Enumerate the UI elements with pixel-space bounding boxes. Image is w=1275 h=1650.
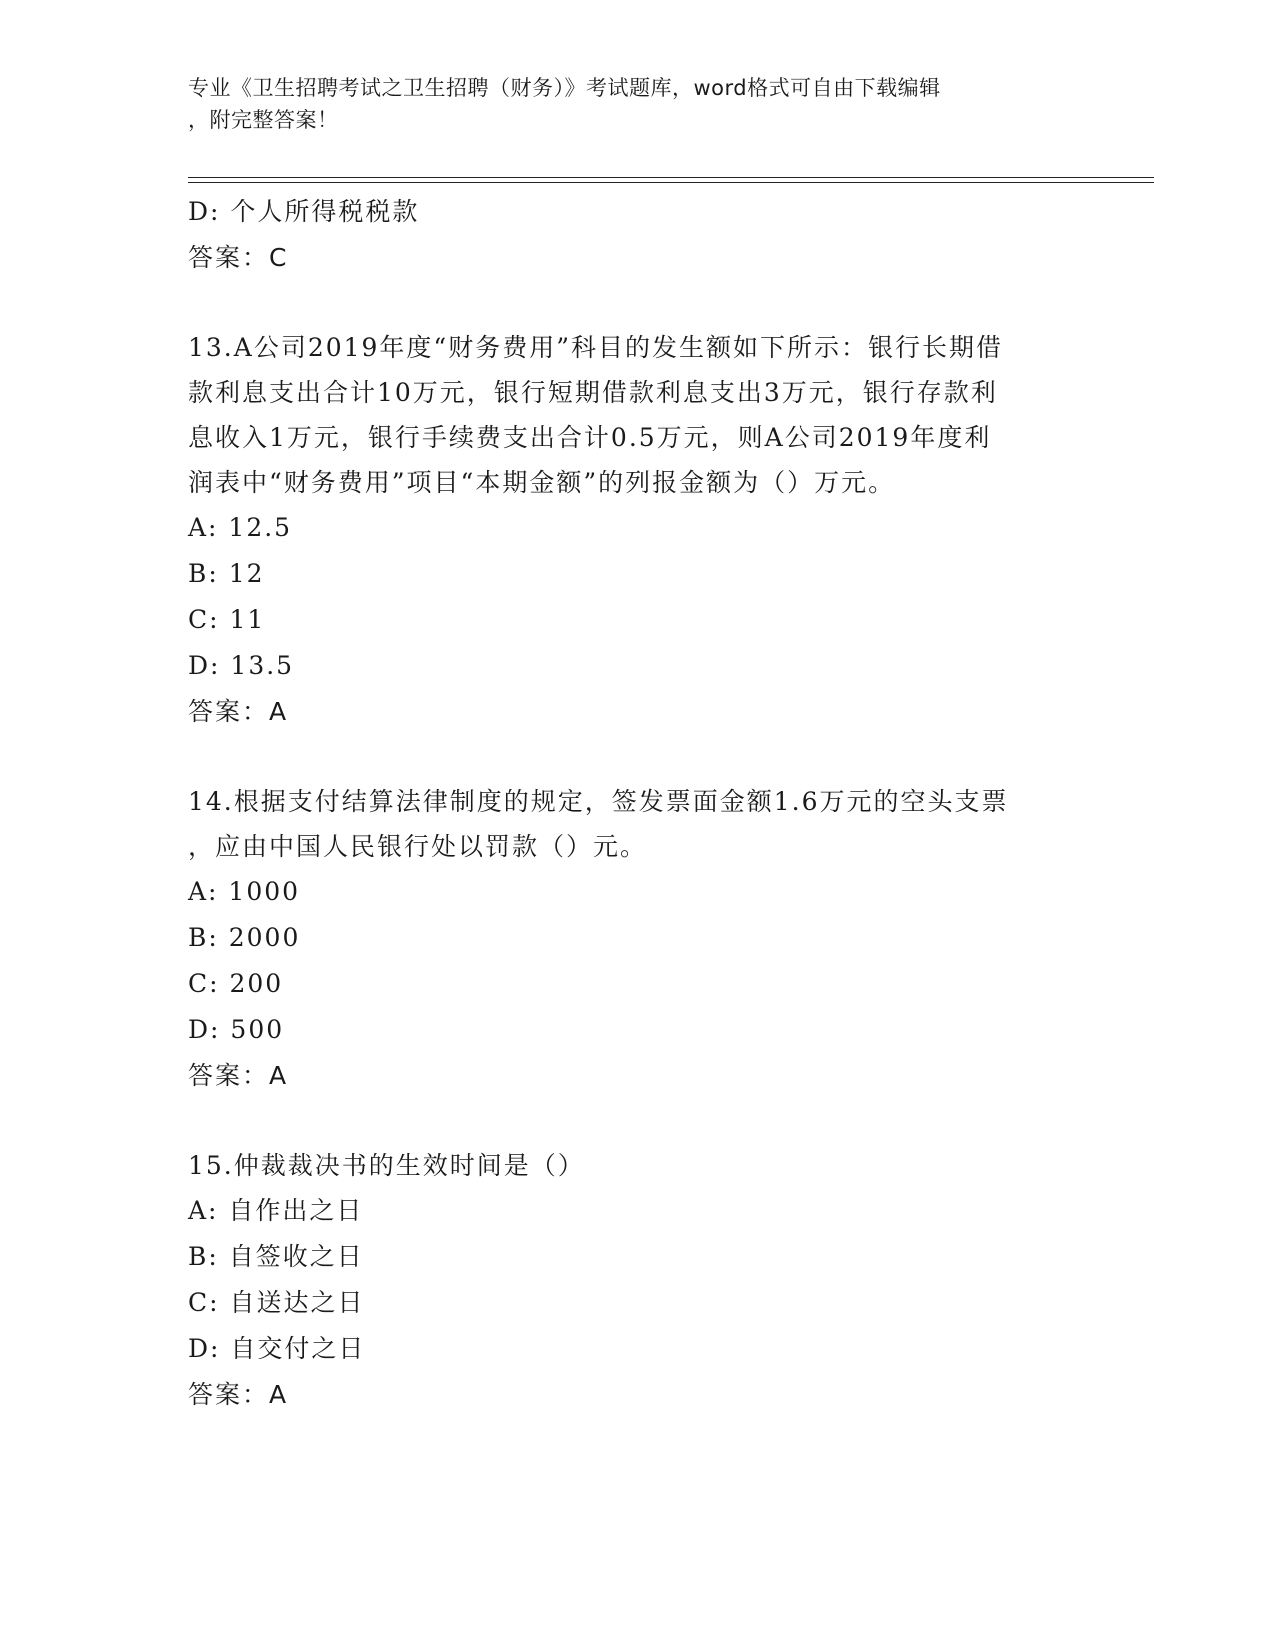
question-13-option-d: D: 13.5 xyxy=(188,651,295,680)
question-13-line-3: 息收入1万元，银行手续费支出合计0.5万元，则A公司2019年度利 xyxy=(188,423,992,452)
question-14 xyxy=(188,779,1088,1099)
document-body xyxy=(188,189,1088,1418)
question-13-line-2: 款利息支出合计10万元，银行短期借款利息支出3万元，银行存款利 xyxy=(188,378,998,407)
question-14-option-b: B: 2000 xyxy=(188,923,301,952)
prev-question-answer: 答案：C xyxy=(188,243,289,272)
header-line-1: 专业《卫生招聘考试之卫生招聘（财务）》考试题库，word格式可自由下载编辑 xyxy=(188,76,941,100)
question-13-option-a: A: 12.5 xyxy=(188,513,293,542)
question-14-option-a: A: 1000 xyxy=(188,877,301,906)
question-13-answer: 答案：A xyxy=(188,697,289,726)
question-15-option-b: B: 自签收之日 xyxy=(188,1242,364,1271)
header-divider-bottom xyxy=(188,182,1154,183)
question-14-line-1: 14.根据支付结算法律制度的规定，签发票面金额1.6万元的空头支票 xyxy=(188,787,1009,816)
question-14-option-d: D: 500 xyxy=(188,1015,285,1044)
question-15-option-d: D: 自交付之日 xyxy=(188,1334,366,1363)
header-line-2: ，附完整答案！ xyxy=(188,108,339,132)
question-13-option-c: C: 11 xyxy=(188,605,266,634)
question-14-line-2: ，应由中国人民银行处以罚款（）元。 xyxy=(188,832,648,861)
question-13-line-1: 13.A公司2019年度“财务费用”科目的发生额如下所示：银行长期借 xyxy=(188,333,1003,362)
header-divider-top xyxy=(188,177,1154,178)
spacer xyxy=(188,735,1088,779)
question-15-answer: 答案：A xyxy=(188,1380,289,1409)
spacer xyxy=(188,1099,1088,1143)
question-13-option-b: B: 12 xyxy=(188,559,265,588)
question-14-option-c: C: 200 xyxy=(188,969,284,998)
question-15 xyxy=(188,1143,1088,1418)
question-13-line-4: 润表中“财务费用”项目“本期金额”的列报金额为（）万元。 xyxy=(188,468,896,497)
document-header xyxy=(188,72,1068,136)
spacer xyxy=(188,281,1088,325)
question-14-answer: 答案：A xyxy=(188,1061,289,1090)
question-15-option-c: C: 自送达之日 xyxy=(188,1288,365,1317)
question-15-option-a: A: 自作出之日 xyxy=(188,1196,364,1225)
question-15-line-1: 15.仲裁裁决书的生效时间是（） xyxy=(188,1151,585,1180)
prev-question-option-d: D: 个人所得税税款 xyxy=(188,197,420,226)
question-13 xyxy=(188,325,1088,735)
